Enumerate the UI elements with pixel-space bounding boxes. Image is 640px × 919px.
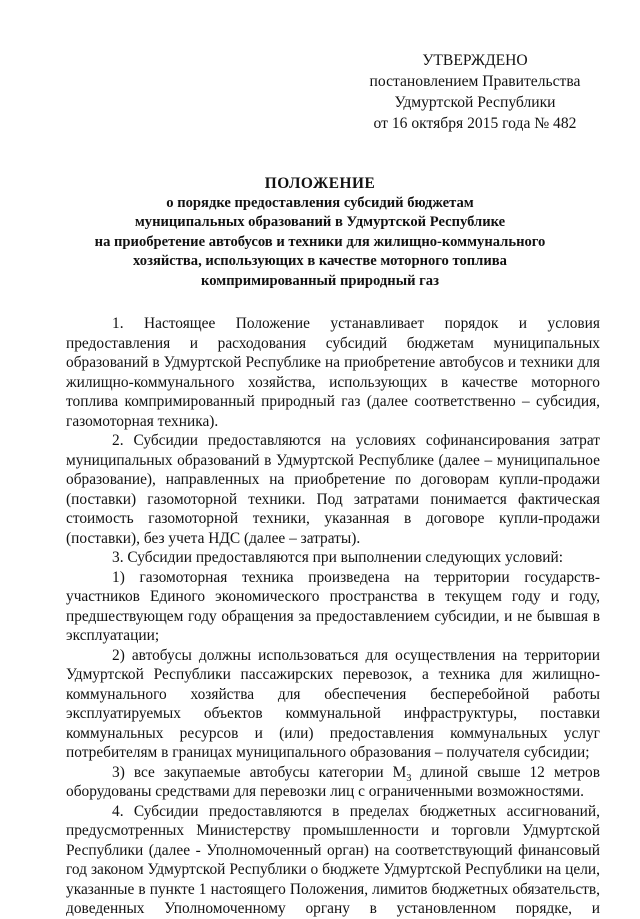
document-subtitle-line: муниципальных образований в Удмуртской Республике — [134, 214, 506, 231]
document-heading — [60, 174, 580, 292]
document-subtitle-line: о порядке предоставления субсидий бюджетам — [166, 194, 474, 211]
paragraph-4: 4. Субсидии предоставляются в пределах бюджетных ассигнований, предусмотренных Министерству промышленности и торговли Удмуртской Республики (далее - Уполномоченный орган) на соответствующий финансовый год законом Удмуртской Республики о бюджете Удмуртской Республики на цели, указанные в пункте 1 настоящего Положения, лимитов бюджетных обязательств, доведенных Уполномоченному органу в установленном порядке, и — [66, 802, 600, 917]
paragraph-2: 2. Субсидии предоставляются на условиях софинансирования затрат муниципальных образований в Удмуртской Республике (далее – муниципальное образование), направленных на приобретение по договорам купли-продажи (поставки) газомоторной техники. Под затратами понимается фактическая стоимость газомоторной техники, указанная в договоре купли-продажи (поставки), без учета НДС (далее – затраты). — [66, 432, 600, 547]
paragraph-3-item-3 — [66, 763, 600, 802]
paragraph-3: 3. Субсидии предоставляются при выполнении следующих условий: — [112, 549, 564, 566]
approval-date: от 16 октября 2015 года № 482 — [373, 115, 577, 132]
category-subscript: 3 — [406, 772, 412, 784]
item-3-text-start: 3) все закупаемые автобусы категории М — [112, 763, 407, 781]
document-subtitle-line: на приобретение автобусов и техники для жилищно-коммунального — [94, 233, 546, 250]
document-subtitle-line: хозяйства, использующих в качестве моторного топлива — [133, 253, 507, 270]
item-3-text-end: длиной свыше 12 метров оборудованы средствами для перевозки лиц с ограниченными возможностями. — [66, 763, 600, 800]
paragraph-3-item-2: 2) автобусы должны использоваться для осуществления на территории Удмуртской Республики пассажирских перевозок, а техника для жилищно-коммунального хозяйства для обеспечения бесперебойной работы эксплуатируемых объектов коммунальной инфраструктуры, поставки коммунальных ресурсов и (или) предоставления коммунальных услуг потребителям в границах муниципального образования – получателя субсидии; — [66, 646, 600, 761]
approval-title: УТВЕРЖДЕНО — [422, 52, 528, 69]
document-body — [66, 314, 600, 919]
document-subtitle-line: компримированный природный газ — [201, 272, 439, 289]
approval-line: Удмуртской Республики — [394, 94, 556, 111]
paragraph-1: 1. Настоящее Положение устанавливает порядок и условия предоставления и расходования субсидий бюджетам муниципальных образований в Удмуртской Республике на приобретение автобусов и техники для жилищно-коммунального хозяйства, использующих в качестве моторного топлива компримированный природный газ (далее соответственно – субсидия, газомоторная техника). — [66, 315, 600, 430]
approval-stamp — [355, 50, 595, 134]
document-title: ПОЛОЖЕНИЕ — [264, 175, 376, 192]
paragraph-3-item-1: 1) газомоторная техника произведена на территории государств-участников Единого экономического пространства в текущем году и году, предшествующем году обращения за предоставлением субсидии, и не бывшая в эксплуатации; — [66, 568, 600, 644]
approval-line: постановлением Правительства — [369, 73, 581, 90]
